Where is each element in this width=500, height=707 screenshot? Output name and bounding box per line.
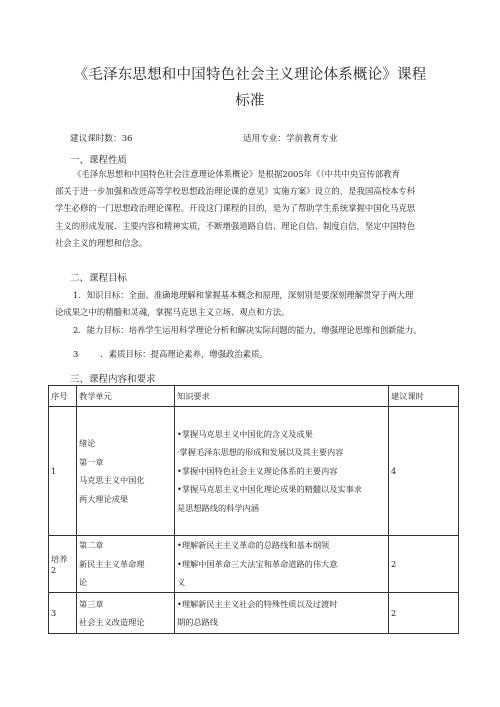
row-number: 1 [49, 407, 77, 536]
document-title-line1: 《毛泽东思想和中国特色社会主义理论体系概论》课程 [73, 67, 427, 83]
row-hours: 2 [389, 593, 459, 634]
section3-heading: 三、课程内容和要求 [70, 374, 156, 385]
row-number: 3 [49, 593, 77, 634]
section2-heading: 二、课程目标 [70, 273, 128, 284]
header-requirements: 知识要求 [175, 386, 389, 407]
row-unit: 绪论 第一章 马克思主义中国化 两大理论成果 [77, 407, 175, 536]
section1-line: 《毛泽东思想和中国特色社会注意理论体系概论》是根据2005年《（中共中央宣传部教育 [73, 169, 400, 179]
row-number: 培养 2 [49, 536, 77, 593]
section1-line: 学生必修的一门思想政治理论课程。开设这门课程的目的，是为了帮助学生系统掌握中国化马克思 [55, 203, 416, 214]
row-requirements: •理解新民主主义社会的特殊性质以及过渡时 期的总路线 [175, 593, 389, 634]
goal-knowledge: 1．知识目标：全面、准确地理解和掌握基本概念和原理，深刻別是要深刻理解贯穿于两大理 论成果之中的精髓和灵魂，掌握马克思主义立场、观点和方法。 [55, 290, 414, 318]
table-row [49, 407, 459, 536]
section1-line: 部关于进一步加强和改进高等学校思想政治理论课的意见》实施方案》设立的，是我国高校本专科 [55, 186, 416, 197]
header-hours: 建议课时 [389, 386, 459, 407]
applicable-major: 适用专业：学前教育专业 [243, 134, 338, 144]
row-unit: 第二章 新民主主义革命理 论 [77, 536, 175, 593]
row-requirements: •理解新民主主义革命的总路线和基本纲领 •理解中国革命三大法宝和革命道路的伟大意 义 [175, 536, 389, 593]
goal-ability: 2．能力目标：培养学生运用科学理论分析和解决实际问题的能力，增强理论思维和创新能力。 [73, 325, 422, 335]
header-unit: 教学单元 [77, 386, 175, 407]
section1-line: 主义的形成发展、主要内容和精神实质，不断增强道路自信、理论自信、制度自信，坚定中国特色 [55, 220, 416, 231]
section1-paragraph [55, 166, 450, 252]
table-row [49, 536, 459, 593]
row-unit: 第三章 社会主义改造理论 [77, 593, 175, 634]
document-title-line2: 标准 [235, 93, 265, 109]
header-number: 序号 [49, 386, 77, 407]
section1-line: 社会主义的理想和信念。 [55, 237, 148, 248]
row-requirements: •掌握马克思主义中国化的含义及成果 ·掌握毛泽东思想的形成和发展以及其主要内容 •掌握中国特色社会主义理论体系的主要内容 •掌握马克思主义中国化理论成果的精髓以及实事求 是思想路线的科学内涵 [175, 407, 389, 536]
suggested-hours: 建议课时数：36 [70, 134, 133, 144]
goal-quality: 3 ．素质目标：提高理论素养，增强政治素质。 [73, 349, 268, 359]
course-content-table [48, 385, 459, 634]
row-hours: 4 [389, 407, 459, 536]
table-header-row [49, 386, 459, 407]
row-hours: 2 [389, 536, 459, 593]
section1-heading: 一、课程性质 [70, 155, 128, 166]
table-row [49, 593, 459, 634]
